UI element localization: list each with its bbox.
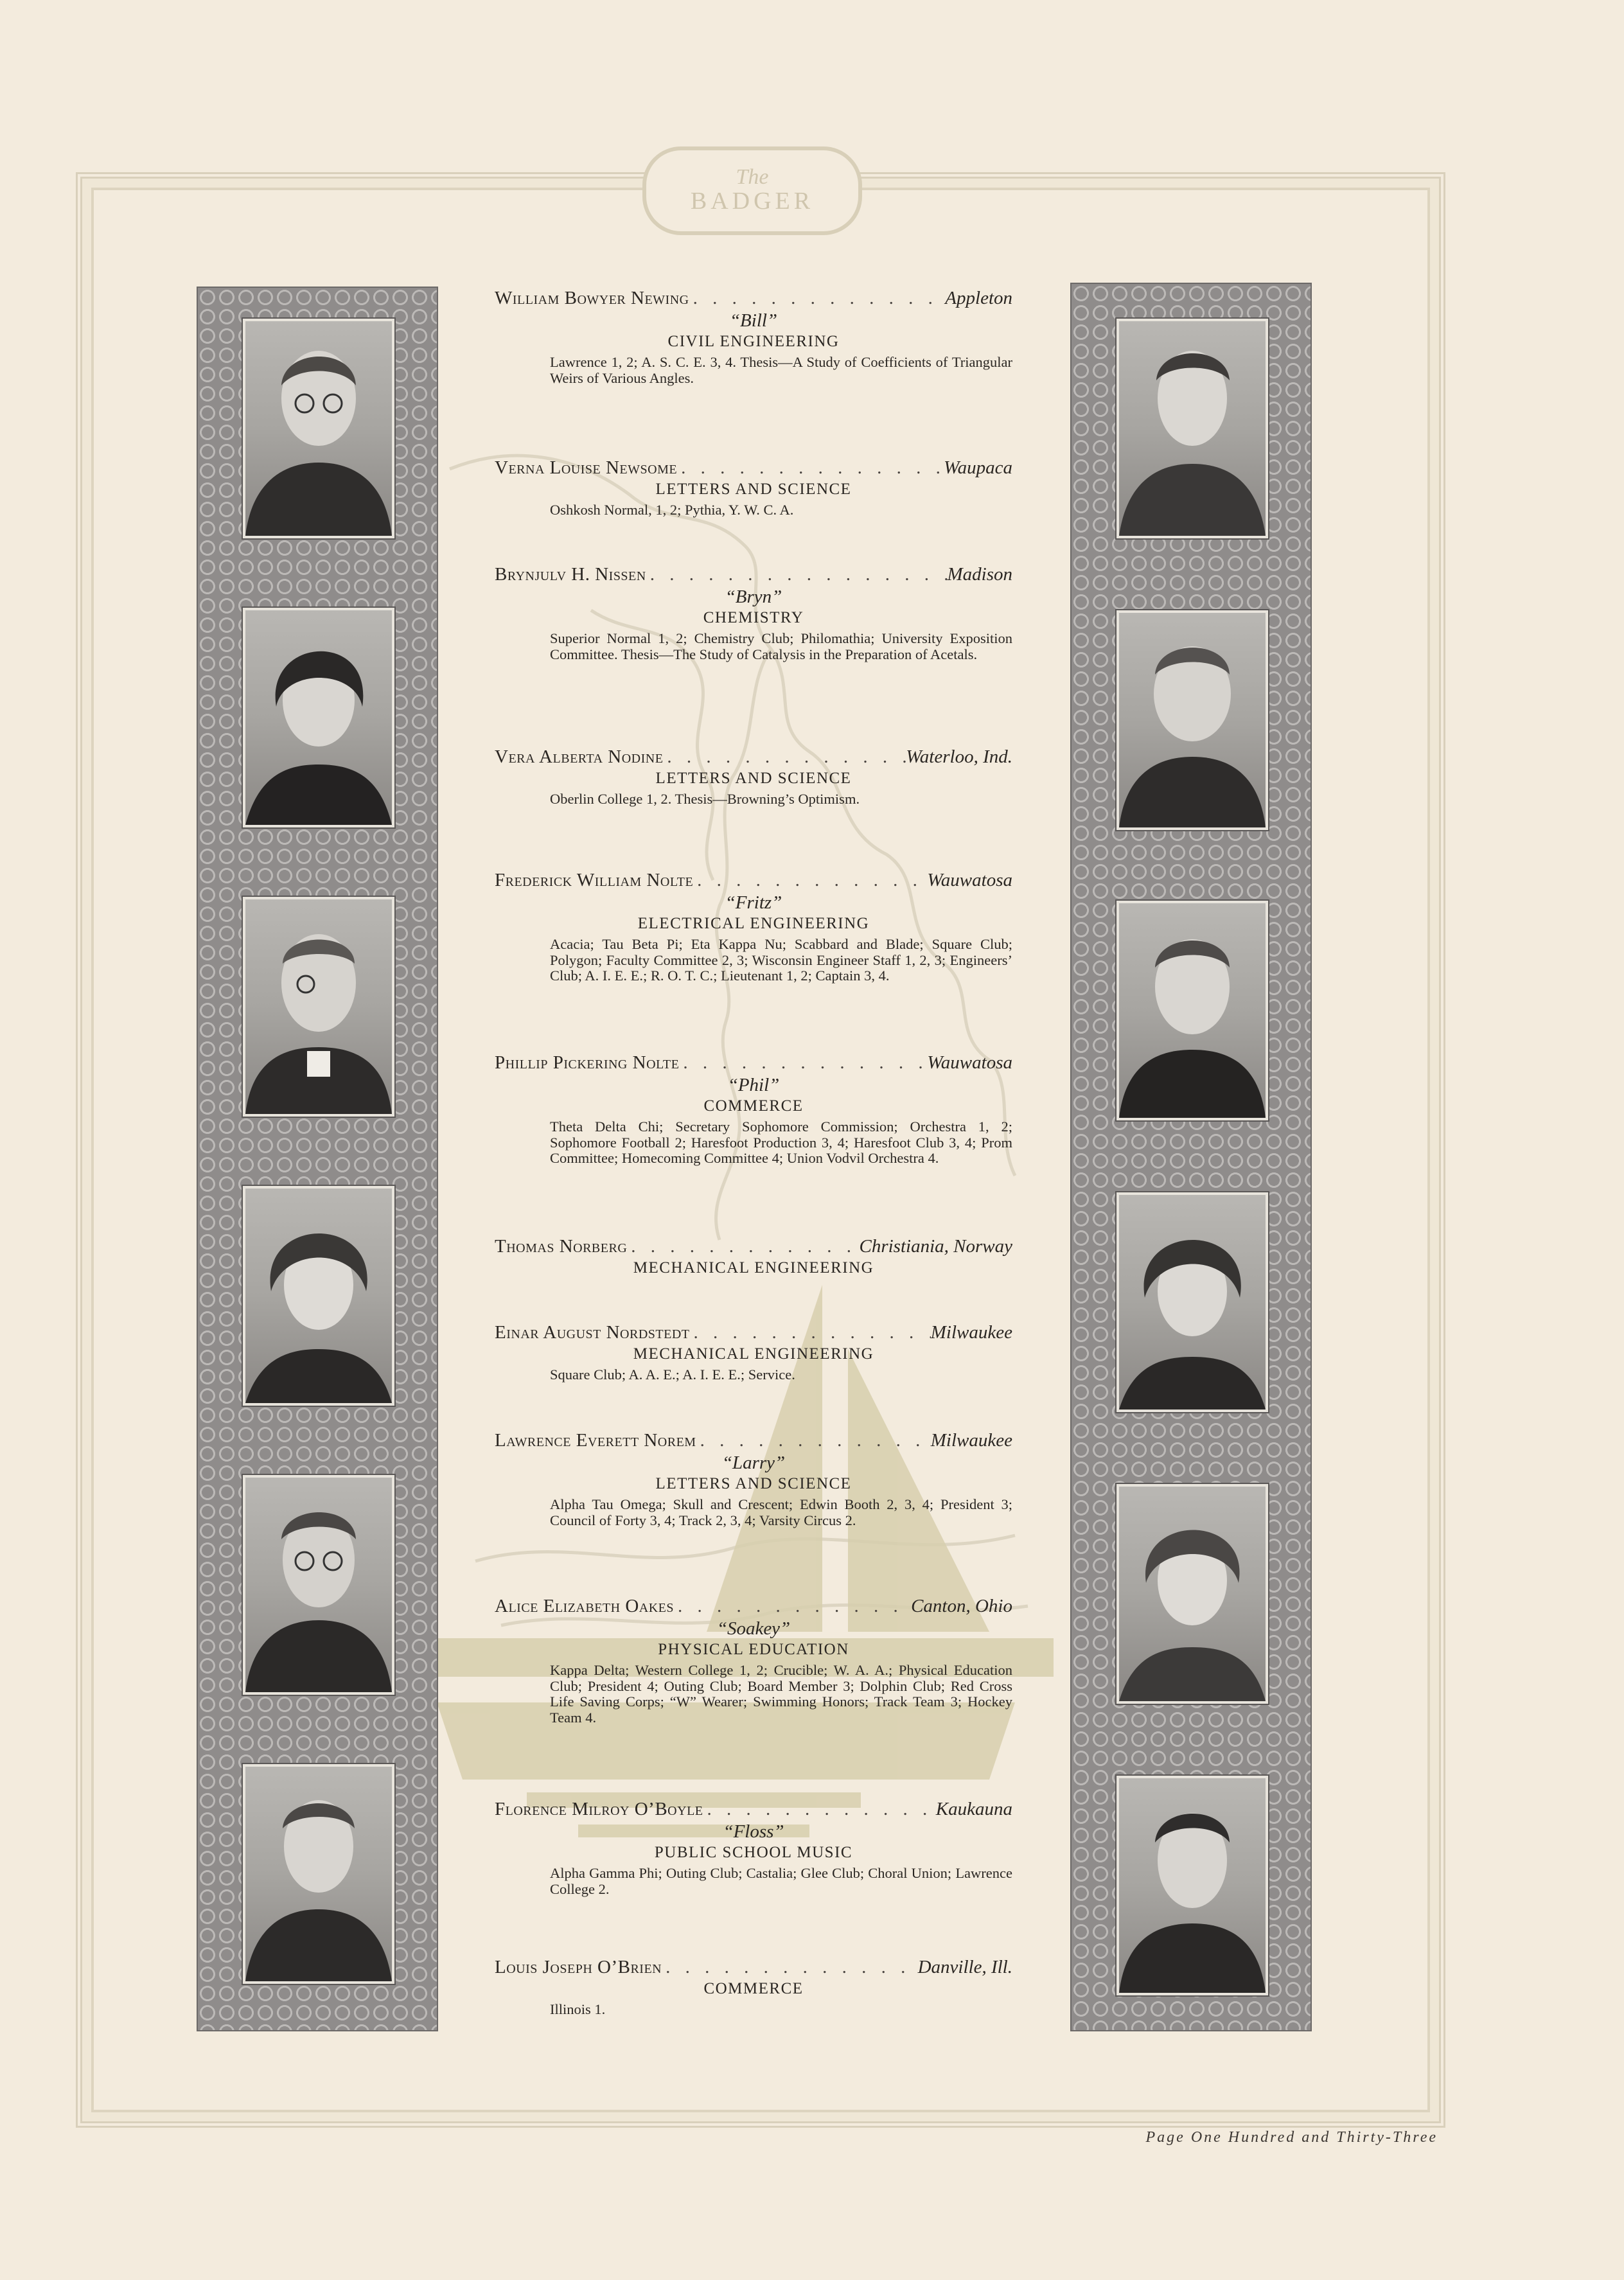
senior-entry xyxy=(495,1798,1012,1897)
activities: Square Club; A. A. E.; A. I. E. E.; Service. xyxy=(550,1366,795,1383)
portrait-photo xyxy=(1116,319,1268,538)
nickname: “Bill” xyxy=(729,310,778,331)
leader-dots xyxy=(663,745,906,768)
student-name: William Bowyer Newing xyxy=(495,288,689,308)
nickname: “Floss” xyxy=(723,1821,784,1842)
student-name: Vera Alberta Nodine xyxy=(495,747,664,767)
course: CIVIL ENGINEERING xyxy=(667,333,840,350)
ornament-the: The xyxy=(736,165,769,190)
course: PUBLIC SCHOOL MUSIC xyxy=(654,1844,853,1861)
hometown: Milwaukee xyxy=(930,1430,1012,1451)
course: MECHANICAL ENGINEERING xyxy=(633,1345,874,1363)
activities: Alpha Gamma Phi; Outing Club; Castalia; Glee Club; Choral Union; Lawrence College 2. xyxy=(550,1865,1012,1897)
student-name: Alice Elizabeth Oakes xyxy=(495,1596,675,1616)
student-name: Frederick William Nolte xyxy=(495,870,694,890)
leader-dots xyxy=(696,1429,931,1452)
student-name: Brynjulv H. Nissen xyxy=(495,564,646,585)
portrait-photo xyxy=(243,319,394,538)
leader-dots xyxy=(677,456,944,479)
course: LETTERS AND SCIENCE xyxy=(655,770,852,787)
senior-entry xyxy=(495,745,1012,808)
portrait-photo xyxy=(243,1475,394,1695)
senior-entry xyxy=(495,1956,1012,2018)
nickname: “Larry” xyxy=(721,1453,786,1473)
leader-dots xyxy=(689,287,946,310)
leader-dots xyxy=(674,1595,911,1618)
course: CHEMISTRY xyxy=(703,609,804,626)
activities: Alpha Tau Omega; Skull and Crescent; Edwin Booth 2, 3, 4; President 3; Council of Forty 3, 4; Track 2, 3, 4; Varsity Circus 2. xyxy=(550,1496,1012,1528)
portrait-photo xyxy=(1116,1776,1268,1995)
leader-dots xyxy=(703,1798,936,1821)
student-name: Louis Joseph O’Brien xyxy=(495,1957,662,1977)
hometown: Appleton xyxy=(945,288,1012,308)
portrait-photo xyxy=(243,1764,394,1984)
leader-dots xyxy=(627,1235,859,1258)
hometown: Milwaukee xyxy=(930,1322,1012,1343)
badger-title-ornament xyxy=(642,146,862,235)
hometown: Kaukauna xyxy=(935,1799,1012,1819)
course: COMMERCE xyxy=(703,1097,804,1115)
senior-entry xyxy=(495,1321,1012,1383)
leader-dots xyxy=(690,1321,931,1344)
student-name: Verna Louise Newsome xyxy=(495,457,678,478)
course: LETTERS AND SCIENCE xyxy=(655,481,852,498)
activities: Superior Normal 1, 2; Chemistry Club; Philomathia; University Exposition Committee. Thesis—The Study of Catalysis in the Preparation of Acetals. xyxy=(550,630,1012,662)
nickname: “Bryn” xyxy=(725,587,782,607)
activities: Theta Delta Chi; Secretary Sophomore Commission; Orchestra 1, 2; Sophomore Football 2; Haresfoot Production 3, 4; Haresfoot Club 3, 4; Prom Committee; Homecoming Committee 4; Union Vodvil Orchestra 4. xyxy=(550,1118,1012,1166)
senior-entry xyxy=(495,1595,1012,1726)
right-portrait-strip xyxy=(1070,283,1312,2031)
hometown: Waupaca xyxy=(944,457,1012,478)
portrait-photo xyxy=(1116,1192,1268,1412)
activities: Kappa Delta; Western College 1, 2; Crucible; W. A. A.; Physical Education Club; President 4; Outing Club; Board Member 3; Dolphin Club; Red Cross Life Saving Corps; “W” Wearer; Swimming Honors; Track Team 3; Hockey Team 4. xyxy=(550,1662,1012,1726)
senior-entry xyxy=(495,1051,1012,1167)
leader-dots xyxy=(679,1051,927,1074)
senior-entry xyxy=(495,456,1012,518)
leader-dots xyxy=(646,563,948,586)
activities: Illinois 1. xyxy=(550,2001,606,2017)
nickname: “Soakey” xyxy=(716,1618,791,1639)
portrait-photo xyxy=(1116,1484,1268,1704)
nickname: “Fritz” xyxy=(725,892,782,913)
course: LETTERS AND SCIENCE xyxy=(655,1475,852,1492)
page-number: Page One Hundred and Thirty-Three xyxy=(1145,2129,1438,2146)
nickname: “Phil” xyxy=(727,1075,780,1095)
senior-entry xyxy=(495,287,1012,386)
course: COMMERCE xyxy=(703,1980,804,1997)
portrait-photo xyxy=(1116,901,1268,1120)
leader-dots xyxy=(693,869,927,892)
student-name: Phillip Pickering Nolte xyxy=(495,1052,680,1073)
senior-entry xyxy=(495,869,1012,984)
portrait-photo xyxy=(243,1186,394,1406)
hometown: Christiania, Norway xyxy=(859,1236,1012,1257)
student-name: Thomas Norberg xyxy=(495,1236,628,1257)
hometown: Canton, Ohio xyxy=(911,1596,1012,1616)
leader-dots xyxy=(662,1956,917,1979)
activities: Lawrence 1, 2; A. S. C. E. 3, 4. Thesis—A Study of Coefficients of Triangular Weirs of Various Angles. xyxy=(550,354,1012,386)
student-name: Einar August Nordstedt xyxy=(495,1322,690,1343)
senior-entry xyxy=(495,1429,1012,1528)
ornament-badger: BADGER xyxy=(690,188,815,215)
course: MECHANICAL ENGINEERING xyxy=(633,1259,874,1277)
left-portrait-strip xyxy=(197,287,438,2031)
activities: Oberlin College 1, 2. Thesis—Browning’s Optimism. xyxy=(550,791,860,807)
hometown: Danville, Ill. xyxy=(917,1957,1012,1977)
hometown: Wauwatosa xyxy=(927,1052,1012,1073)
course: PHYSICAL EDUCATION xyxy=(658,1641,849,1658)
hometown: Madison xyxy=(947,564,1012,585)
hometown: Waterloo, Ind. xyxy=(906,747,1012,767)
activities: Oshkosh Normal, 1, 2; Pythia, Y. W. C. A. xyxy=(550,502,794,518)
senior-entry xyxy=(495,563,1012,662)
portrait-photo xyxy=(1116,610,1268,830)
student-name: Lawrence Everett Norem xyxy=(495,1430,696,1451)
student-name: Florence Milroy O’Boyle xyxy=(495,1799,703,1819)
senior-entry xyxy=(495,1235,1012,1278)
portrait-photo xyxy=(243,897,394,1117)
course: ELECTRICAL ENGINEERING xyxy=(637,915,870,932)
hometown: Wauwatosa xyxy=(927,870,1012,890)
activities: Acacia; Tau Beta Pi; Eta Kappa Nu; Scabbard and Blade; Square Club; Polygon; Faculty Committee 2, 3; Wisconsin Engineer Staff 1, 2, 3; Engineers’ Club; A. I. E. E.; R. O. T. C.; Lieutenant 1, 2; Captain 3, 4. xyxy=(550,936,1012,984)
portrait-photo xyxy=(243,608,394,827)
